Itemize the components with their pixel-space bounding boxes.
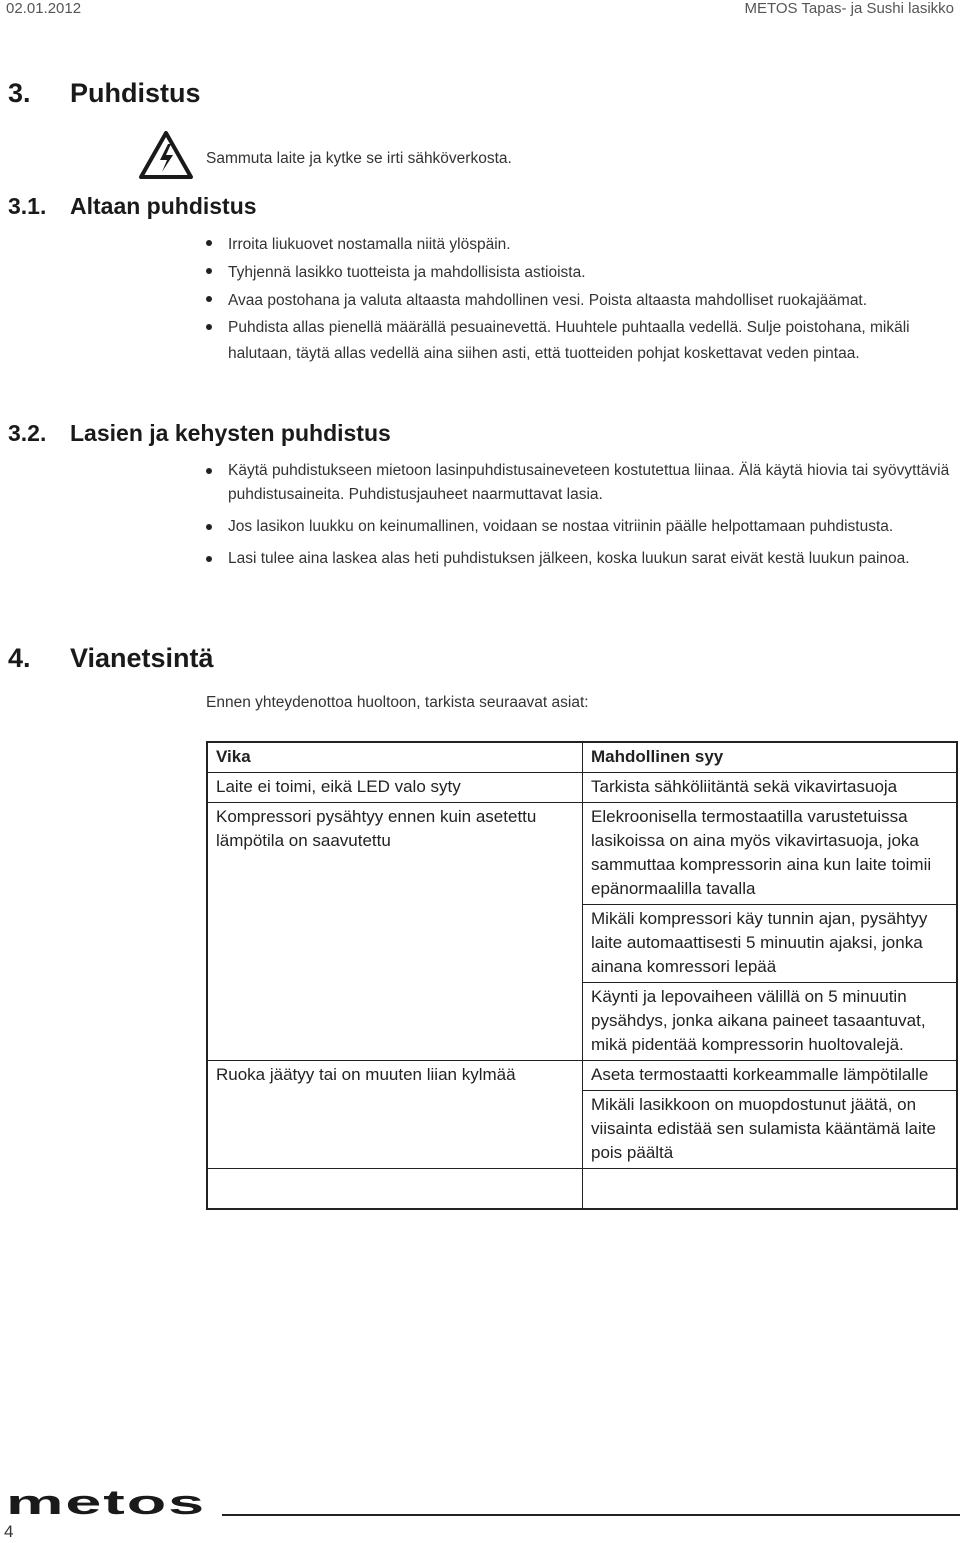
list-item: Jos lasikon luukku on keinumallinen, voidaan se nostaa vitriinin päälle helpottamaan puhdistusta. — [206, 515, 958, 539]
table-row — [207, 773, 957, 803]
cause-cell: Elekroonisella termostaatilla varustetuissa lasikoissa on aina myös vikavirtasuoja, joka sammuttaa kompressorin aina kun laite toimii epänormaalilla tavalla — [583, 803, 958, 905]
fault-cell — [207, 905, 583, 983]
fault-cell: Laite ei toimi, eikä LED valo syty — [207, 773, 583, 803]
table-row — [207, 983, 957, 1061]
cause-cell: Aseta termostaatti korkeammalle lämpötilalle — [583, 1061, 958, 1091]
troubleshooting-table — [206, 741, 958, 1210]
header-date: 02.01.2012 — [6, 0, 82, 17]
section-title: Altaan puhdistus — [70, 193, 257, 219]
list-item: Puhdista allas pienellä määrällä pesuainevettä. Huuhtele puhtaalla vedellä. Sulje poistohana, mikäli halutaan, täytä allas vedellä aina siihen asti, että tuotteiden pohjat koskettavat veden pintaa. — [206, 315, 958, 367]
list-item: Tyhjennä lasikko tuotteista ja mahdollisista astioista. — [206, 259, 958, 287]
table-row — [207, 905, 957, 983]
page-number: 4 — [4, 1522, 14, 1541]
section-title: Puhdistus — [70, 78, 201, 108]
table-header-row — [207, 742, 957, 773]
troubleshooting-intro: Ennen yhteydenottoa huoltoon, tarkista seuraavat asiat: — [206, 694, 589, 711]
fault-cell — [207, 983, 583, 1061]
section-number: 4. — [8, 643, 31, 673]
list-item: Käytä puhdistukseen mietoon lasinpuhdistusaineveteen kostutettua liinaa. Älä käytä hiovia tai syövyttäviä puhdistusaineita. Puhdistusjauheet naarmuttavat lasia. — [206, 459, 958, 507]
footer-divider — [222, 1514, 960, 1516]
column-header-cause: Mahdollinen syy — [583, 742, 958, 773]
column-header-fault: Vika — [207, 742, 583, 773]
section-number: 3.2. — [8, 420, 47, 446]
header-document-title: METOS Tapas- ja Sushi lasikko — [744, 0, 954, 17]
list-item: Irroita liukuovet nostamalla niitä ylöspäin. — [206, 231, 958, 259]
section-4-heading — [8, 643, 408, 677]
table-row — [207, 803, 957, 905]
cause-cell-empty — [583, 1169, 958, 1210]
electrical-hazard-warning-icon — [138, 130, 194, 180]
table-row — [207, 1091, 957, 1169]
cause-cell: Mikäli lasikkoon on muopdostunut jäätä, on viisainta edistää sen sulamista kääntämä laite pois päältä — [583, 1091, 958, 1169]
section-number: 3. — [8, 78, 31, 108]
section-3-1-heading — [8, 193, 408, 223]
cause-cell: Tarkista sähköliitäntä sekä vikavirtasuoja — [583, 773, 958, 803]
section-3-heading — [8, 78, 408, 112]
section-3-2-heading — [8, 420, 608, 450]
table-row — [207, 1061, 957, 1091]
cleaning-steps-list — [206, 231, 958, 367]
glass-cleaning-list — [206, 459, 958, 571]
cause-cell: Käynti ja lepovaiheen välillä on 5 minuutin pysähdys, jonka aikana paineet tasaantuvat, mikä pidentää kompressorin huoltovalejä. — [583, 983, 958, 1061]
table-row-empty — [207, 1169, 957, 1210]
section-title: Lasien ja kehysten puhdistus — [70, 420, 391, 446]
warning-text: Sammuta laite ja kytke se irti sähköverkosta. — [206, 150, 512, 167]
logo-text: metos — [6, 1490, 206, 1516]
fault-cell — [207, 1091, 583, 1169]
fault-cell: Ruoka jäätyy tai on muuten liian kylmää — [207, 1061, 583, 1091]
section-title: Vianetsintä — [70, 643, 214, 673]
metos-logo — [6, 1490, 208, 1516]
cause-cell: Mikäli kompressori käy tunnin ajan, pysähtyy laite automaattisesti 5 minuutin ajaksi, jonka ainana komressori lepää — [583, 905, 958, 983]
section-number: 3.1. — [8, 193, 47, 219]
list-item: Avaa postohana ja valuta altaasta mahdollinen vesi. Poista altaasta mahdolliset ruokajäämat. — [206, 287, 958, 315]
list-item: Lasi tulee aina laskea alas heti puhdistuksen jälkeen, koska luukun sarat eivät kestä luukun painoa. — [206, 547, 958, 571]
fault-cell: Kompressori pysähtyy ennen kuin asetettu lämpötila on saavutettu — [207, 803, 583, 905]
fault-cell-empty — [207, 1169, 583, 1210]
